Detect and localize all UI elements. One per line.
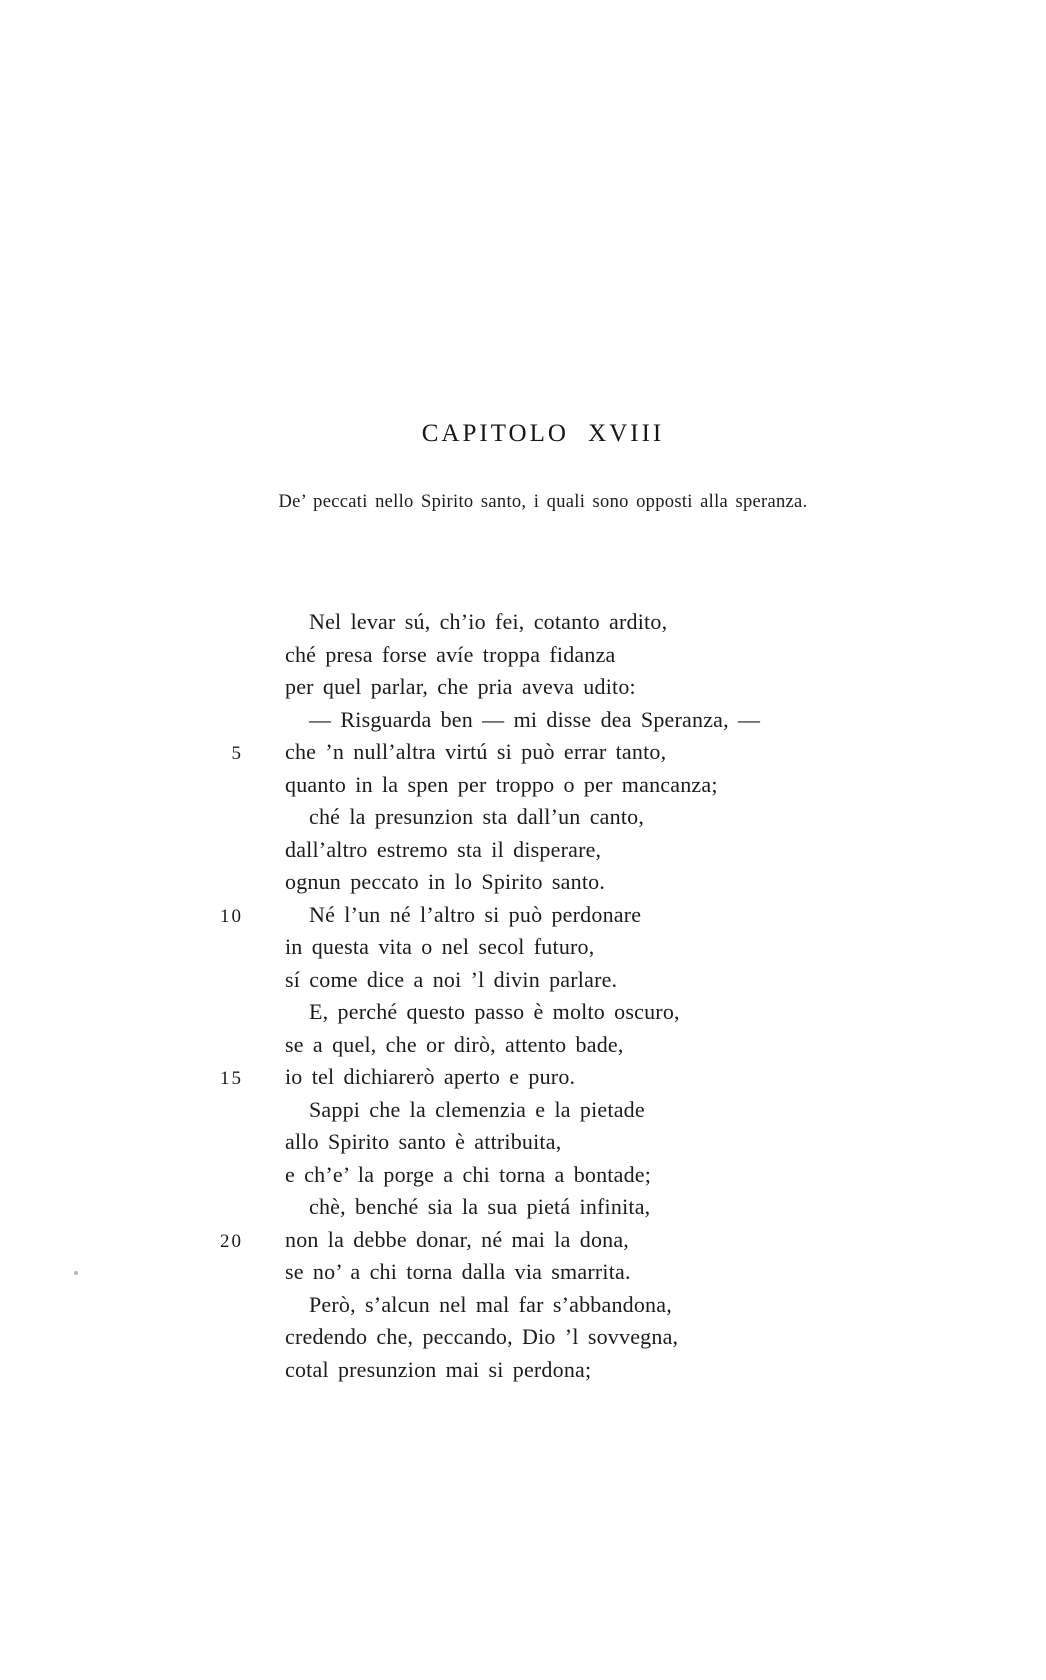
verse-text: se no’ a chi torna dalla via smarrita. — [285, 1259, 631, 1284]
verse-text: se a quel, che or dirò, attento bade, — [285, 1031, 624, 1057]
verse-text: Però, s’alcun nel mal far s’abbandona, — [309, 1291, 672, 1317]
chapter-subtitle: De’ peccati nello Spirito santo, i quali sono opposti alla speranza. — [278, 492, 808, 512]
poem-line — [0, 1126, 1046, 1159]
verse-text: dall’altro estremo sta il disperare, — [285, 836, 602, 862]
verse-text: io tel dichiarerò aperto e puro. — [285, 1064, 576, 1089]
verse-text: e ch’e’ la porge a chi torna a bontade; — [285, 1161, 652, 1187]
poem-line — [0, 801, 1046, 834]
poem-line — [0, 606, 1046, 639]
poem-line — [0, 1224, 1046, 1257]
poem-line — [0, 1191, 1046, 1224]
poem-line — [0, 1354, 1046, 1387]
poem-line — [0, 899, 1046, 932]
verse-text: Nel levar sú, ch’io fei, cotanto ardito, — [309, 609, 668, 634]
verse-text: per quel parlar, che pria aveva udito: — [285, 674, 636, 699]
verse-text: ognun peccato in lo Spirito santo. — [285, 869, 606, 894]
verse-text: E, perché questo passo è molto oscuro, — [309, 999, 680, 1024]
poem — [0, 606, 1046, 1386]
verse-text: quanto in la spen per troppo o per mancanza; — [285, 771, 718, 797]
poem-line — [0, 866, 1046, 899]
verse-text: — Risguarda ben — mi disse dea Speranza, — — [309, 706, 761, 732]
poem-line — [0, 704, 1046, 737]
poem-line — [0, 639, 1046, 672]
poem-line — [0, 736, 1046, 769]
poem-line — [0, 1321, 1046, 1354]
poem-line — [0, 671, 1046, 704]
poem-line — [0, 1029, 1046, 1062]
line-number: 20 — [220, 1230, 243, 1252]
poem-line — [0, 769, 1046, 802]
verse-text: ché presa forse avíe troppa fidanza — [285, 641, 616, 667]
verse-text: credendo che, peccando, Dio ’l sovvegna, — [285, 1324, 679, 1349]
poem-line — [0, 1061, 1046, 1094]
line-number: 15 — [220, 1068, 243, 1089]
verse-text: in questa vita o nel secol futuro, — [285, 934, 595, 959]
poem-line — [0, 996, 1046, 1029]
poem-line — [0, 1256, 1046, 1289]
verse-text: non la debbe donar, né mai la dona, — [285, 1226, 630, 1252]
verse-text: Né l’un né l’altro si può perdonare — [309, 901, 642, 927]
poem-line — [0, 931, 1046, 964]
verse-text: che ’n null’altra virtú si può errar tanto, — [285, 739, 667, 764]
verse-text: Sappi che la clemenzia e la pietade — [309, 1096, 645, 1122]
scan-artifact-dot — [74, 1271, 78, 1275]
verse-text: allo Spirito santo è attribuita, — [285, 1129, 562, 1154]
line-number: 10 — [220, 905, 243, 927]
chapter-title: CAPITOLO XVIII — [421, 420, 665, 447]
poem-line — [0, 964, 1046, 997]
verse-text: sí come dice a noi ’l divin parlare. — [285, 966, 618, 992]
poem-line — [0, 1289, 1046, 1322]
poem-line — [0, 834, 1046, 867]
verse-text: ché la presunzion sta dall’un canto, — [309, 804, 645, 829]
line-number: 5 — [231, 743, 243, 764]
poem-line — [0, 1159, 1046, 1192]
poem-line — [0, 1094, 1046, 1127]
verse-text: chè, benché sia la sua pietá infinita, — [309, 1194, 651, 1219]
verse-text: cotal presunzion mai si perdona; — [285, 1356, 592, 1382]
